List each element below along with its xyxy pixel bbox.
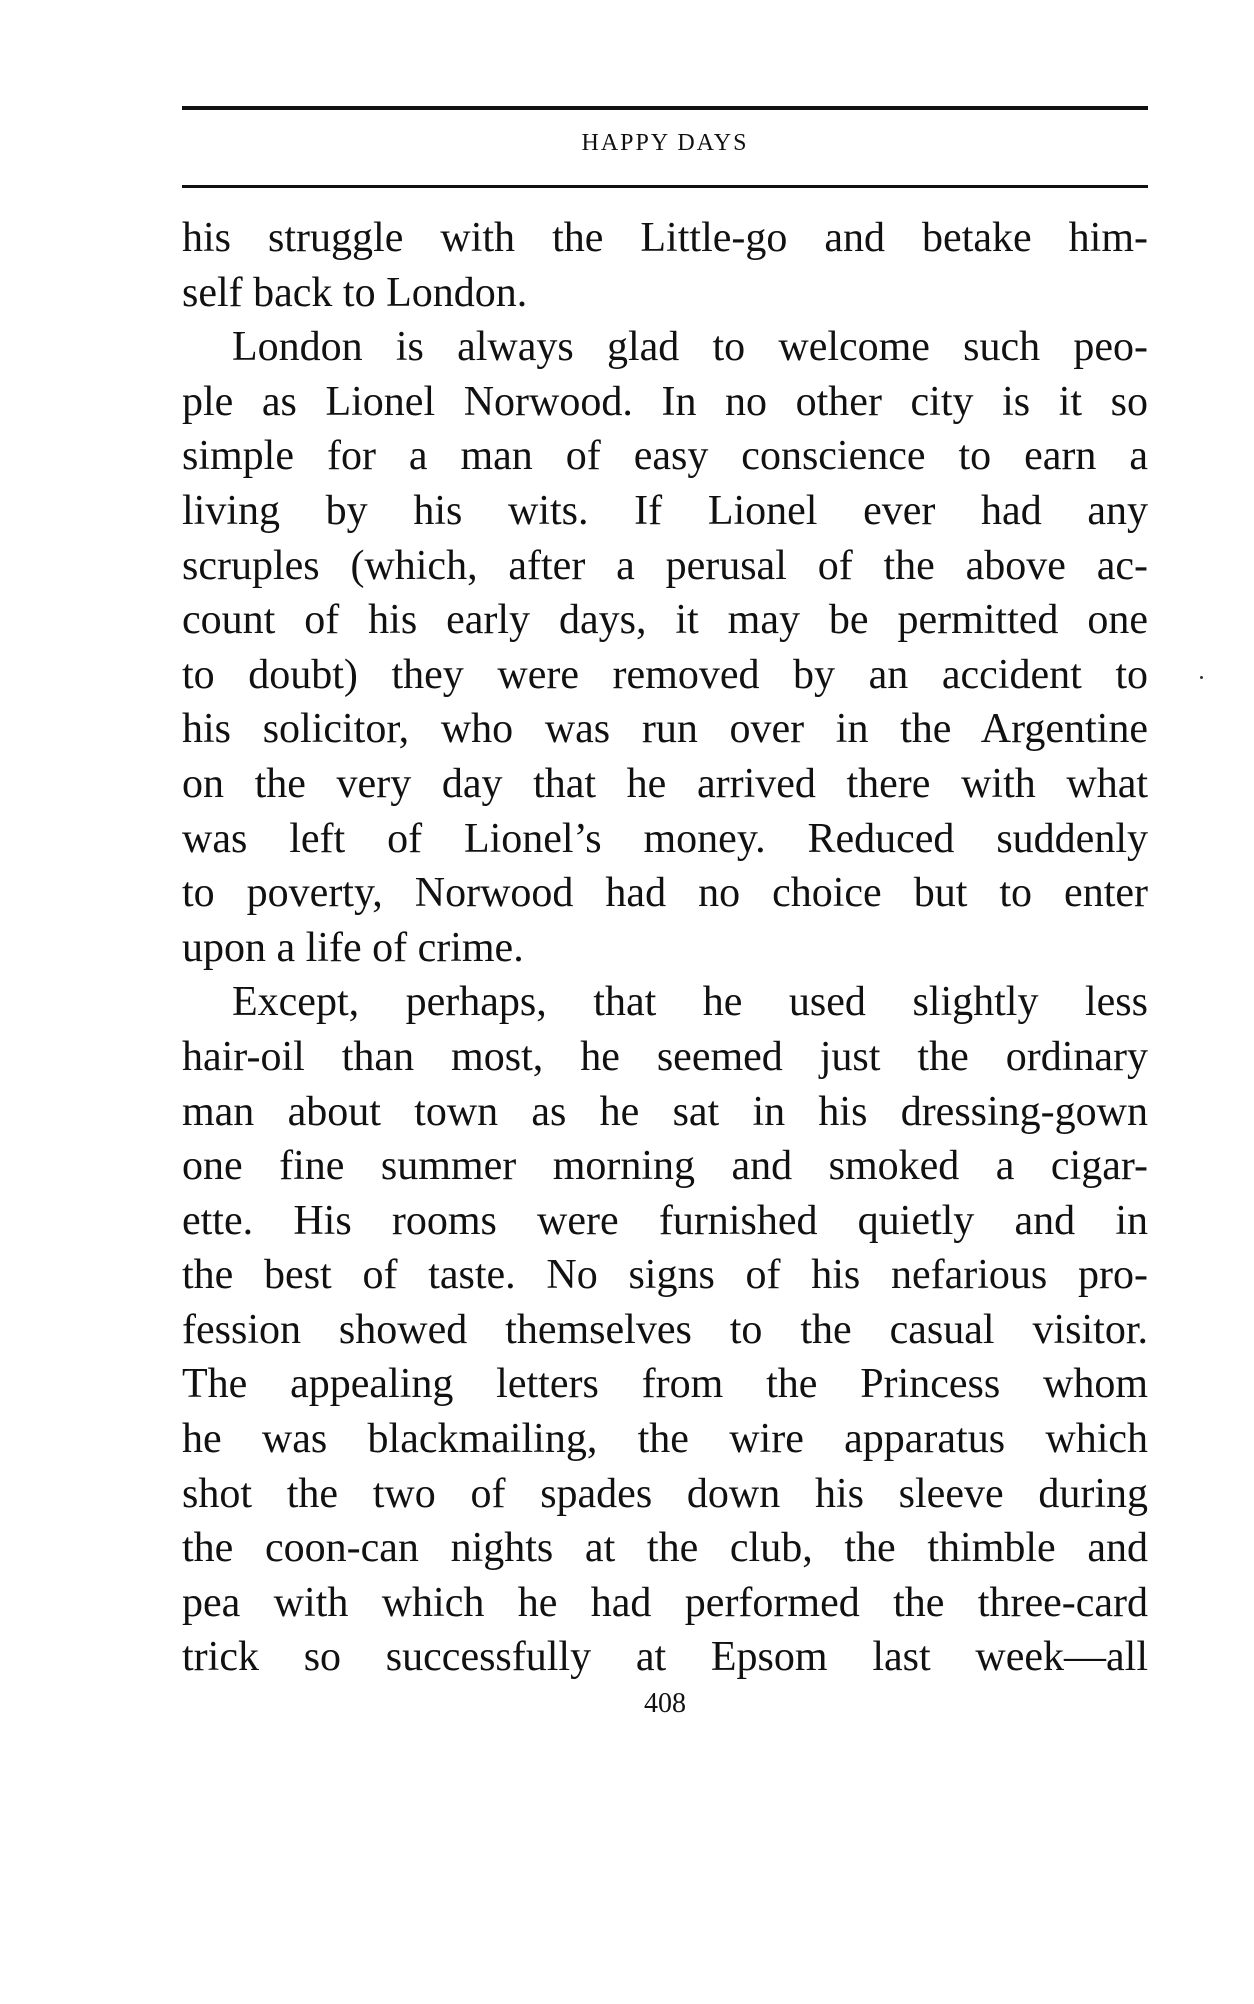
body-text — [182, 211, 1148, 1685]
text-line: ple as Lionel Norwood. In no other city is it so — [182, 378, 1148, 425]
text-line: the best of taste. No signs of his nefarious pro- — [182, 1252, 1148, 1299]
text-line: man about town as he sat in his dressing-gown — [182, 1088, 1148, 1135]
text-line: upon a life of crime. — [182, 924, 524, 971]
text-line: ette. His rooms were furnished quietly and in — [182, 1197, 1148, 1244]
text-line: fession showed themselves to the casual visitor. — [182, 1306, 1148, 1353]
print-speck — [1200, 676, 1203, 679]
text-line: self back to London. — [182, 269, 528, 316]
text-line: the coon-can nights at the club, the thimble and — [182, 1525, 1148, 1572]
running-head: HAPPY DAYS — [581, 130, 749, 156]
page-number: 408 — [644, 1688, 686, 1719]
text-line: shot the two of spades down his sleeve during — [182, 1470, 1148, 1517]
text-line: Except, perhaps, that he used slightly less — [232, 979, 1148, 1026]
text-line: his struggle with the Little-go and betake him- — [182, 215, 1148, 261]
text-line: to poverty, Norwood had no choice but to enter — [182, 870, 1148, 917]
text-line: living by his wits. If Lionel ever had any — [182, 487, 1148, 534]
text-line: was left of Lionel’s money. Reduced suddenly — [182, 815, 1148, 862]
text-line: hair-oil than most, he seemed just the ordinary — [182, 1033, 1148, 1080]
text-line: one fine summer morning and smoked a cigar- — [182, 1143, 1148, 1190]
text-line: trick so successfully at Epsom last week—all — [182, 1634, 1148, 1681]
text-line: to doubt) they were removed by an accident to — [182, 651, 1148, 698]
text-line: he was blackmailing, the wire apparatus which — [182, 1416, 1148, 1463]
text-line: on the very day that he arrived there with what — [182, 760, 1148, 807]
text-line: The appealing letters from the Princess whom — [182, 1361, 1148, 1408]
text-line: his solicitor, who was run over in the Argentine — [182, 706, 1148, 753]
text-line: scruples (which, after a perusal of the above ac- — [182, 542, 1148, 589]
text-line: London is always glad to welcome such peo- — [232, 324, 1148, 371]
text-line: count of his early days, it may be permitted one — [182, 597, 1148, 644]
header-rule-top — [182, 106, 1148, 110]
header-rule-bottom — [182, 185, 1148, 188]
text-line: simple for a man of easy conscience to earn a — [182, 433, 1148, 480]
text-line: pea with which he had performed the three-card — [182, 1579, 1148, 1626]
